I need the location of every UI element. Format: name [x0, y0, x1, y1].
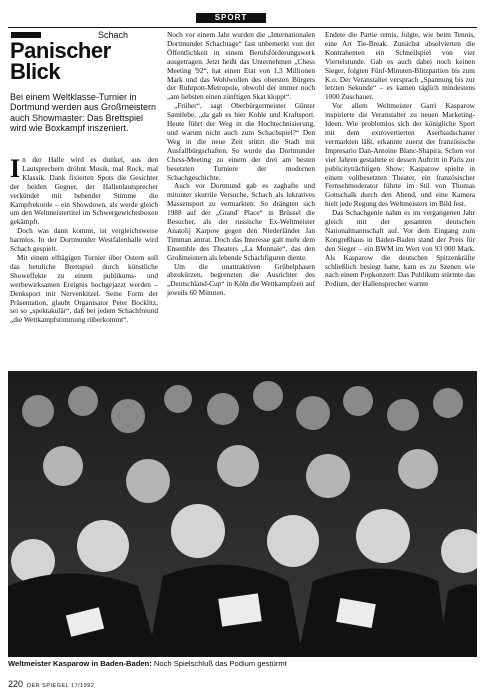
paragraph: Mit einem elftägigen Turnier über Ostern soll das betuliche Brettspiel durch künstliche Showeffekte zu einem publikums- und werbewirksamen Ereignis hochgejazzt werden – Denksport mit Nervenkitzel. Seine Form der Präsentation, glaubt Organisator Peter Bocklitz, sei so „spektakulär“, daß bei jedem Schachfreund „die Wettkampfstimmung rüberkommt“.	[10, 252, 158, 325]
section-label: SPORT	[196, 13, 266, 23]
text-column-1	[10, 156, 158, 325]
magazine-issue: DER SPIEGEL 17/1992	[27, 683, 95, 689]
paragraph: Um die unattraktiven Grübelphasen abzukürzen, begrenzten die Ausrichter des „Deutschland-Cup“ in Köln die Wettkampfzeit auf jeweils 60 Minuten.	[167, 261, 315, 298]
crowd-photo	[8, 371, 477, 657]
drop-cap: I	[10, 154, 21, 183]
section-rule	[8, 27, 477, 28]
paragraph: Vor allem Weltmeister Garri Kasparow inspirierte die Veranstalter zu neuen Marketing-Ideen. Wie problemlos sich der königliche Sport mit dem extrovertierten Aserbaidschaner vermarkten läßt, erkannte zuerst der französische Impresario Dan-Antoine Blanc-Shapira. Schon vor vier Jahren gestaltete er dessen Auftritt in Paris zur publicityträchtigen Show: Kasparow spielte in einem vollbesetzten Theater, ein französischer Fernsehmoderator führte im Stil von Thomas Gottschalk durch den Abend, und eine Kamera hielt jede Regung des Weltmeisters im Bild fest.	[325, 101, 475, 209]
paragraph: Endete die Partie remis, folgte, wie beim Tennis, eine Art Tie-Break. Zunächst absolvierten die Kontrahenten ein Schnellspiel von vier Viertelstunde. Gab es auch dabei noch keinen Sieger, folgten Fünf-Minuten-Blitzpartien bis zum K.o. Der Veranstalter versprach „Spannung bis zur letzten Sekunde“ – es kamen täglich mindestens 1000 Zuschauer.	[325, 30, 475, 102]
paragraph: In der Halle wird es dunkel, aus den Lautsprechern dröhnt Musik, mal Rock, mal Klassik. Dank fixierten Spots die Gesichter der beiden Gegner, der Hallenlautsprecher verkündet mit bebender Stimme die Kampfrekorde – ein Showdown, als werde gleich um den Weltmeistertitel im Schwergewichtsboxen gekämpft.	[10, 154, 158, 227]
text-column-3	[325, 31, 475, 289]
kicker: Schach	[97, 30, 128, 40]
photo-caption	[8, 659, 477, 668]
paragraph: Noch vor einem Jahr wurden die „Internationalen Dortmunder Schachtage“ fast unbemerkt von der Öffentlichkeit in einem Berufsförderungswerk ausgetragen. Jetzt heißt das Unternehmen „Chess Meeting '92“, hat einen Etat von 1,3 Millionen Mark und das Wohlwollen des obersten Bürgers der Ruhrpott-Metropole, obwohl der immer noch „am liebsten einen zünftigen Skat kloppt“.	[167, 30, 315, 102]
headline: Panischer Blick	[10, 38, 111, 84]
page-number: 220	[8, 679, 24, 689]
paragraph: Doch was dann kommt, ist vergleichsweise harmlos. In der Dortmunder Westfalenhalle wird Schach gespielt.	[10, 226, 158, 254]
page-footer	[8, 679, 94, 689]
caption-text: Noch Spielschluß das Podium gestürmt	[151, 659, 287, 668]
caption-lead: Weltmeister Kasparow in Baden-Baden:	[8, 659, 152, 668]
text-column-2	[167, 31, 315, 298]
paragraph: Das Schachgenie nahm es im vergangenen Jahr gleich mit der gesamten deutschen Nationalmannschaft auf. Vor dem Eingang zum Kongreßhaus in Baden-Baden stand der Preis für den Sieger – ein BWM im Wert von 93 000 Mark. Als Kasparow die deutschen Spitzenkräfte schließlich besiegt hatte, kam es zu Szenen wie nach einem Popkonzert: Das Publikum stürmte das Podium, der Hallensprecher warnte	[325, 208, 475, 289]
paragraph: „Früher“, sagt Oberbürgermeister Günter Samtlebe, „da gab es hier Kohle und Kraftsport. Heute führt der Weg in die Hochtechnisierung, und warum nicht auch zum Schachspiel?“ Den Weg in die neue Zeit stützt die Stadt mit Ausfallbürgschaften. So wurde das Dortmunder Chess-Meeting zu einem der drei am besten besetzten Turniere der modernen Schachgeschichte.	[167, 101, 315, 182]
paragraph: Auch vor Dortmund gab es zaghafte und mitunter skurrile Versuche, Schach als lukratives Massensport zu vermarkten. So drängten sich 1988 auf der „Grand' Place“ in Brüssel die Besucher, als der russische Ex-Weltmeister Anatolij Karpow gegen den Niederländer Jan Timman antrat. Doch das Interesse galt mehr dem Ensemble des Theaters „La Monnaie“, das den Großmeistern als lebende Schachfiguren diente.	[167, 181, 315, 262]
intro-text: Bei einem Weltklasse-Turnier in Dortmund werden aus Großmeistern auch Showmaster: Das Brettspiel wird wie Boxkampf inszeniert.	[10, 92, 157, 134]
